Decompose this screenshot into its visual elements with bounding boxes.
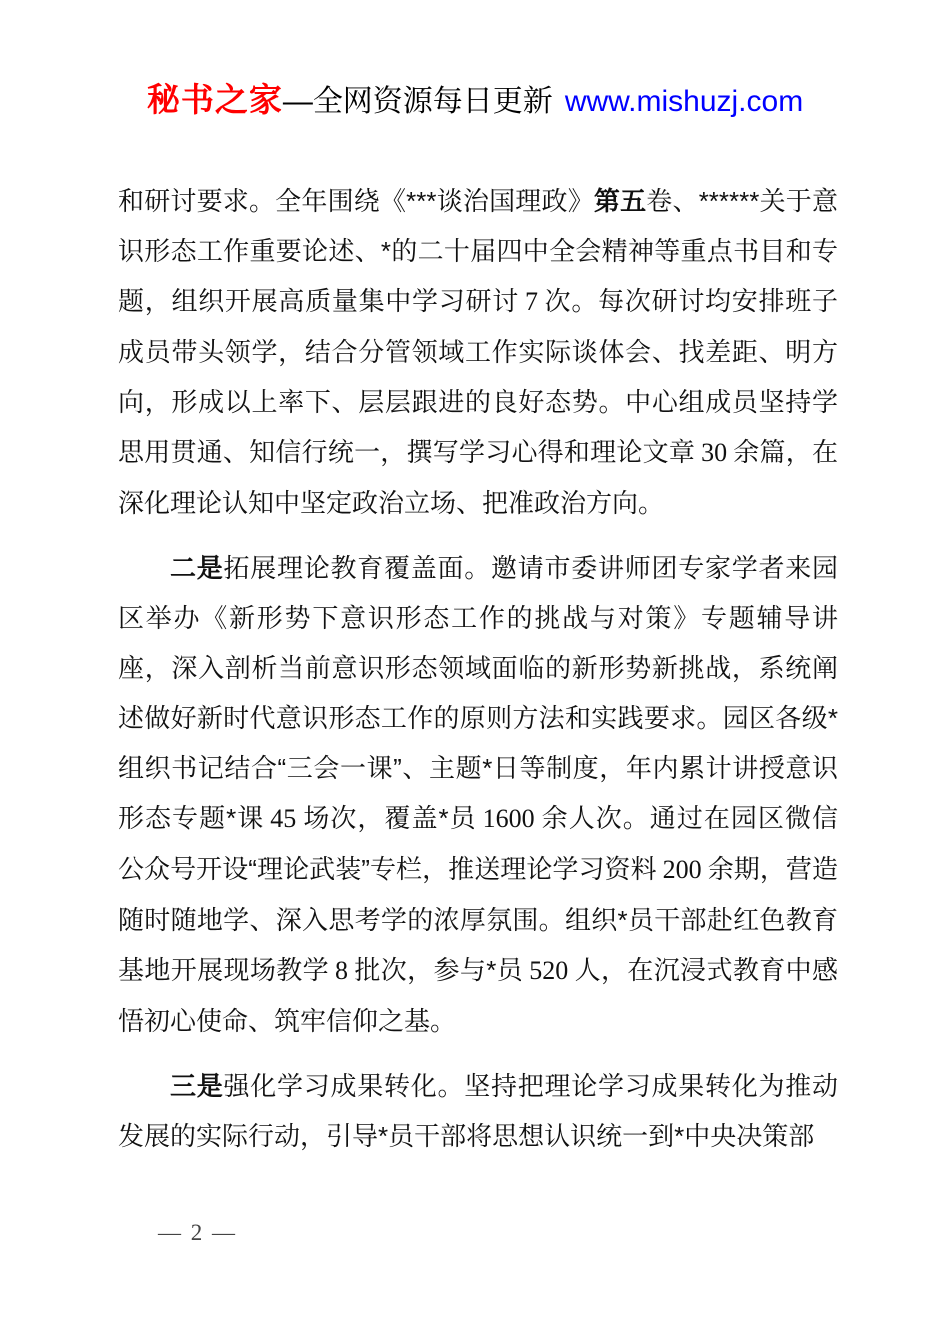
header-tagline: 全网资源每日更新	[312, 85, 553, 118]
page-footer	[158, 1220, 237, 1246]
document-body	[118, 176, 838, 1176]
text-run: 余篇，在深化理论认知中坚定政治立场、把准政治方向。	[118, 437, 838, 518]
text-run: 和研讨要求。全年围绕《***谈治国理政》	[118, 186, 594, 216]
text-run: 余人次。通过在园区微信公众号开设“理论武装”专栏，推送理论学习资料	[118, 803, 838, 884]
text-run: 拓展理论教育覆盖面。邀请市委讲师团专家学者来园区举办《新形势下意识形态工作的挑战与对策》专题辅导讲座，深入剖析当前意识形态领域面临的新形势新挑战，系统阐述做好新时代意识形态工作的原则方法和实践要求。园区各级*组织书记结合“三会一课”、主题*日等制度，年内累计讲授意识形态专题*课	[118, 553, 838, 833]
numeric-run: 520	[529, 956, 569, 985]
brand-text: 秘书之家	[146, 81, 283, 118]
text-run: 二是	[170, 553, 224, 583]
text-run: 三是	[170, 1071, 224, 1101]
numeric-run: 8	[335, 956, 349, 985]
paragraph	[118, 543, 838, 1046]
paragraph	[118, 176, 838, 528]
page-number: — 2 —	[158, 1220, 237, 1245]
text-run: 场次，覆盖*员	[302, 803, 477, 833]
text-run: 第五	[593, 186, 647, 216]
text-run: 次。每次研讨均安排班子成员带头领学，结合分管领域工作实际谈体会、找差距、明方向，形成以上率下、层层跟进的良好态势。中心组成员坚持学思用贯通、知信行统一，撰写学习心得和理论文章	[118, 286, 838, 467]
numeric-run: 45	[270, 804, 297, 833]
numeric-run: 1600	[482, 804, 535, 833]
text-run: 强化学习成果转化。坚持把理论学习成果转化为推动发展的实际行动，引导*员干部将思想认识统一到*中央决策部	[118, 1071, 838, 1151]
header-url-link[interactable]: www.mishuzj.com	[564, 85, 804, 118]
numeric-run: 30	[701, 438, 728, 467]
numeric-run: 7	[524, 287, 538, 316]
text-run: 人，在沉浸式教育中感悟初心使命、筑牢信仰之基。	[118, 955, 838, 1036]
text-run: 批次，参与*员	[354, 955, 524, 985]
numeric-run: 200	[662, 855, 702, 884]
text-run: 卷、******关于意识形态工作重要论述、*的二十届四中全会精神等重点书目和专题，组织开展高质量集中学习研讨	[118, 186, 838, 316]
header-separator: —	[282, 85, 313, 118]
page-header	[0, 80, 950, 127]
text-run: 余期，营造随时随地学、深入思考学的浓厚氛围。组织*员干部赴红色教育基地开展现场教学	[118, 854, 838, 985]
paragraph	[118, 1061, 838, 1161]
